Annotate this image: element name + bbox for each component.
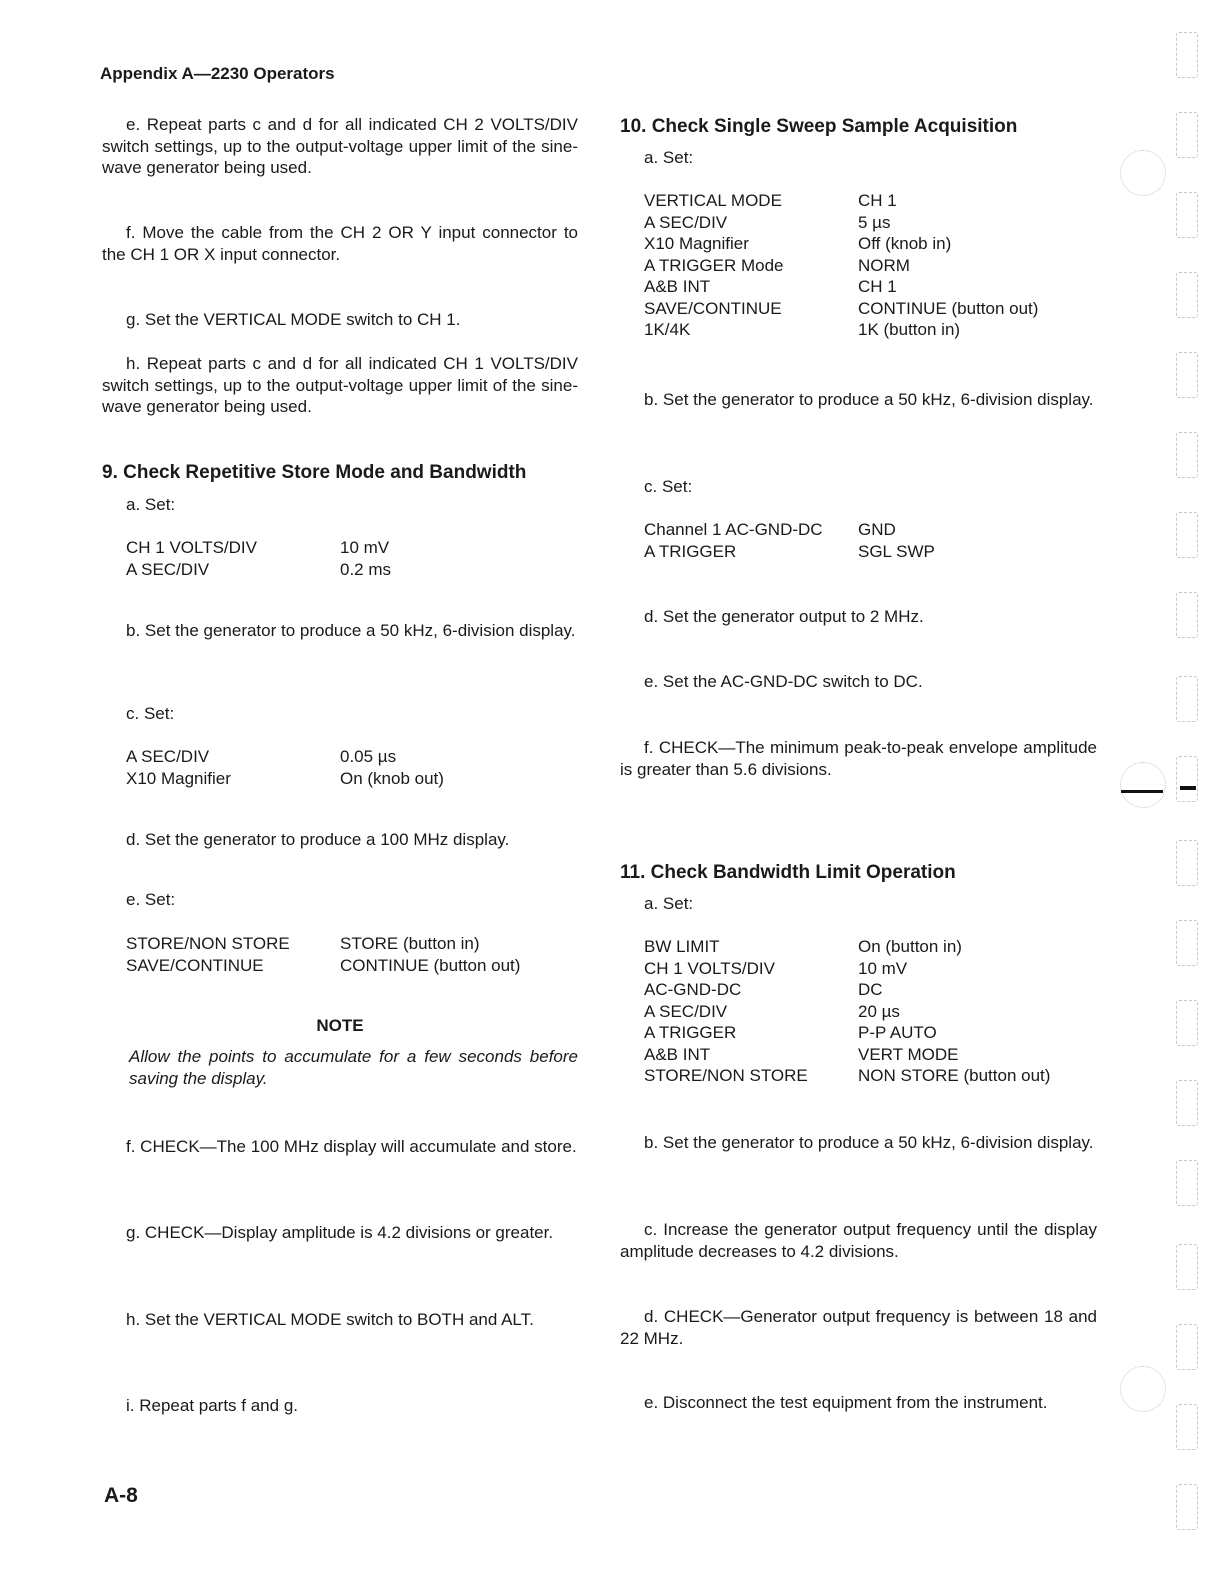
setting-name: A TRIGGER xyxy=(644,541,737,561)
setting-name: A SEC/DIV xyxy=(126,747,210,766)
edge-tab xyxy=(1176,592,1198,638)
settings-row xyxy=(644,1044,1050,1066)
step-h-paragraph: h. Repeat parts c and d for all indicated CH 1 VOLTS/DIV switch settings, up to the output-voltage upper limit of the sine-wave generator being used. xyxy=(102,354,578,416)
settings-row xyxy=(644,276,1038,298)
settings-row xyxy=(644,519,935,541)
s11-step-a: a. Set: xyxy=(644,894,694,913)
edge-tab xyxy=(1176,1244,1198,1290)
settings-row xyxy=(126,537,391,559)
section-11-heading: 11. Check Bandwidth Limit Operation xyxy=(620,862,956,883)
setting-name: CH 1 VOLTS/DIV xyxy=(126,538,257,557)
s9-settings-e xyxy=(102,933,578,976)
section-10-heading: 10. Check Single Sweep Sample Acquisition xyxy=(620,116,1018,137)
setting-name: 1K/4K xyxy=(644,320,691,339)
setting-name: X10 Magnifier xyxy=(126,768,231,788)
section-9-heading: 9. Check Repetitive Store Mode and Bandwidth xyxy=(102,462,527,483)
settings-row xyxy=(644,541,935,563)
settings-row xyxy=(644,1001,1050,1023)
edge-tab xyxy=(1176,920,1198,966)
edge-tab xyxy=(1176,1484,1198,1530)
settings-table xyxy=(644,190,1038,341)
s9-step-g: g. CHECK—Display amplitude is 4.2 divisions or greater. xyxy=(126,1223,554,1242)
s11-step-c: c. Increase the generator output frequency until the display amplitude decreases to 4.2 divisions. xyxy=(620,1220,1097,1261)
setting-name: X10 Magnifier xyxy=(644,234,749,253)
setting-name: STORE/NON STORE xyxy=(644,1066,808,1085)
settings-row xyxy=(644,255,1038,277)
setting-value: 10 mV xyxy=(858,958,908,978)
step-e-paragraph: e. Repeat parts c and d for all indicated CH 2 VOLTS/DIV switch settings, up to the output-voltage upper limit of the sine-wave generator being used. xyxy=(102,115,578,177)
settings-row xyxy=(644,1065,1050,1087)
settings-row xyxy=(644,319,1038,341)
s9-step-h: h. Set the VERTICAL MODE switch to BOTH and ALT. xyxy=(126,1310,534,1329)
s9-step-a: a. Set: xyxy=(126,495,176,514)
settings-table xyxy=(126,746,444,789)
setting-value: VERT MODE xyxy=(858,1044,959,1064)
setting-value: CONTINUE (button out) xyxy=(340,955,521,975)
settings-row xyxy=(126,746,444,768)
settings-row xyxy=(644,979,1050,1001)
step-f-paragraph: f. Move the cable from the CH 2 OR Y input connector to the CH 1 OR X input connector. xyxy=(102,223,578,264)
settings-row xyxy=(644,936,1050,958)
edge-tab xyxy=(1176,352,1198,398)
setting-name: A TRIGGER Mode xyxy=(644,255,784,275)
setting-name: A TRIGGER xyxy=(644,1023,737,1042)
s11-step-b: b. Set the generator to produce a 50 kHz, 6-division display. xyxy=(644,1133,1094,1152)
edge-tab xyxy=(1176,32,1198,78)
settings-row xyxy=(126,768,444,790)
s11-step-d: d. CHECK—Generator output frequency is between 18 and 22 MHz. xyxy=(620,1307,1097,1348)
edge-tab xyxy=(1176,840,1198,886)
edge-tab xyxy=(1176,1160,1198,1206)
settings-row xyxy=(644,212,1038,234)
punch-hole-icon xyxy=(1120,150,1166,196)
s9-step-e: e. Set: xyxy=(126,890,176,909)
binder-edge-tabs xyxy=(1176,0,1206,1578)
s10-step-e: e. Set the AC-GND-DC switch to DC. xyxy=(644,672,923,691)
settings-row xyxy=(644,1022,1050,1044)
edge-tab xyxy=(1176,756,1198,802)
s11-settings-a xyxy=(620,936,1097,1087)
setting-value: DC xyxy=(858,980,883,999)
note-title: NOTE xyxy=(316,1016,364,1035)
setting-value: P-P AUTO xyxy=(858,1023,937,1042)
settings-row xyxy=(644,190,1038,212)
s9-step-i: i. Repeat parts f and g. xyxy=(126,1396,298,1415)
s10-step-d: d. Set the generator output to 2 MHz. xyxy=(644,607,924,626)
edge-tab xyxy=(1176,272,1198,318)
setting-value: On (knob out) xyxy=(340,768,444,788)
s9-settings-c xyxy=(102,746,578,789)
setting-name: STORE/NON STORE xyxy=(126,934,290,953)
setting-value: GND xyxy=(858,520,896,539)
punch-hole-icon xyxy=(1120,1366,1166,1412)
setting-name: CH 1 VOLTS/DIV xyxy=(644,958,775,978)
setting-value: 1K (button in) xyxy=(858,320,961,339)
settings-row xyxy=(644,298,1038,320)
edge-tab xyxy=(1176,1404,1198,1450)
setting-value: NORM xyxy=(858,255,910,275)
settings-row xyxy=(644,233,1038,255)
settings-row xyxy=(644,958,1050,980)
setting-name: A&B INT xyxy=(644,277,711,296)
edge-tab xyxy=(1176,676,1198,722)
setting-value: 20 µs xyxy=(858,1001,900,1021)
setting-name: A&B INT xyxy=(644,1044,711,1064)
s10-settings-a xyxy=(620,190,1097,341)
edge-tab xyxy=(1176,1080,1198,1126)
setting-value: NON STORE (button out) xyxy=(858,1066,1051,1085)
s9-settings-a xyxy=(102,537,578,580)
s9-step-c: c. Set: xyxy=(126,704,175,723)
settings-row xyxy=(126,933,520,955)
s10-step-a: a. Set: xyxy=(644,148,694,167)
setting-name: A SEC/DIV xyxy=(126,559,210,579)
setting-value: 5 µs xyxy=(858,212,891,232)
settings-table xyxy=(126,933,520,976)
setting-name: A SEC/DIV xyxy=(644,212,728,232)
setting-value: 0.2 ms xyxy=(340,559,392,579)
setting-value: SGL SWP xyxy=(858,541,935,561)
note-box xyxy=(102,1016,578,1090)
setting-value: STORE (button in) xyxy=(340,934,480,953)
settings-table xyxy=(644,936,1050,1087)
setting-name: SAVE/CONTINUE xyxy=(126,955,264,975)
s10-settings-c xyxy=(620,519,1097,562)
running-header: Appendix A—2230 Operators xyxy=(100,64,335,83)
setting-value: On (button in) xyxy=(858,937,962,956)
setting-name: SAVE/CONTINUE xyxy=(644,298,782,318)
setting-name: AC-GND-DC xyxy=(644,980,742,999)
setting-value: CH 1 xyxy=(858,277,897,296)
edge-tab xyxy=(1176,1324,1198,1370)
setting-name: BW LIMIT xyxy=(644,937,720,956)
settings-row xyxy=(126,559,391,581)
s11-step-e: e. Disconnect the test equipment from the instrument. xyxy=(644,1393,1048,1412)
page-number: A-8 xyxy=(104,1484,138,1507)
setting-value: 10 mV xyxy=(340,538,390,557)
step-g-paragraph: g. Set the VERTICAL MODE switch to CH 1. xyxy=(126,310,461,329)
setting-value: Off (knob in) xyxy=(858,234,952,253)
settings-row xyxy=(126,955,520,977)
edge-tab xyxy=(1176,192,1198,238)
setting-value: 0.05 µs xyxy=(340,747,397,766)
setting-name: A SEC/DIV xyxy=(644,1001,728,1021)
edge-tab xyxy=(1176,432,1198,478)
setting-name: VERTICAL MODE xyxy=(644,191,782,210)
s9-step-d: d. Set the generator to produce a 100 MHz display. xyxy=(126,830,510,849)
punch-mark xyxy=(1121,790,1163,793)
settings-table xyxy=(644,519,935,562)
settings-table xyxy=(126,537,391,580)
s9-step-f: f. CHECK—The 100 MHz display will accumulate and store. xyxy=(126,1137,577,1156)
s10-step-c: c. Set: xyxy=(644,477,693,496)
note-text: Allow the points to accumulate for a few seconds before saving the display. xyxy=(129,1047,578,1088)
edge-tab xyxy=(1176,512,1198,558)
s10-step-f: f. CHECK—The minimum peak-to-peak envelope amplitude is greater than 5.6 divisions. xyxy=(620,738,1097,779)
edge-tab xyxy=(1176,112,1198,158)
punch-hole-icon xyxy=(1120,762,1166,808)
setting-value: CH 1 xyxy=(858,191,897,210)
setting-name: Channel 1 AC-GND-DC xyxy=(644,520,823,539)
s10-step-b: b. Set the generator to produce a 50 kHz, 6-division display. xyxy=(644,390,1094,409)
setting-value: CONTINUE (button out) xyxy=(858,298,1039,318)
s9-step-b: b. Set the generator to produce a 50 kHz, 6-division display. xyxy=(126,621,576,640)
edge-tab xyxy=(1176,1000,1198,1046)
